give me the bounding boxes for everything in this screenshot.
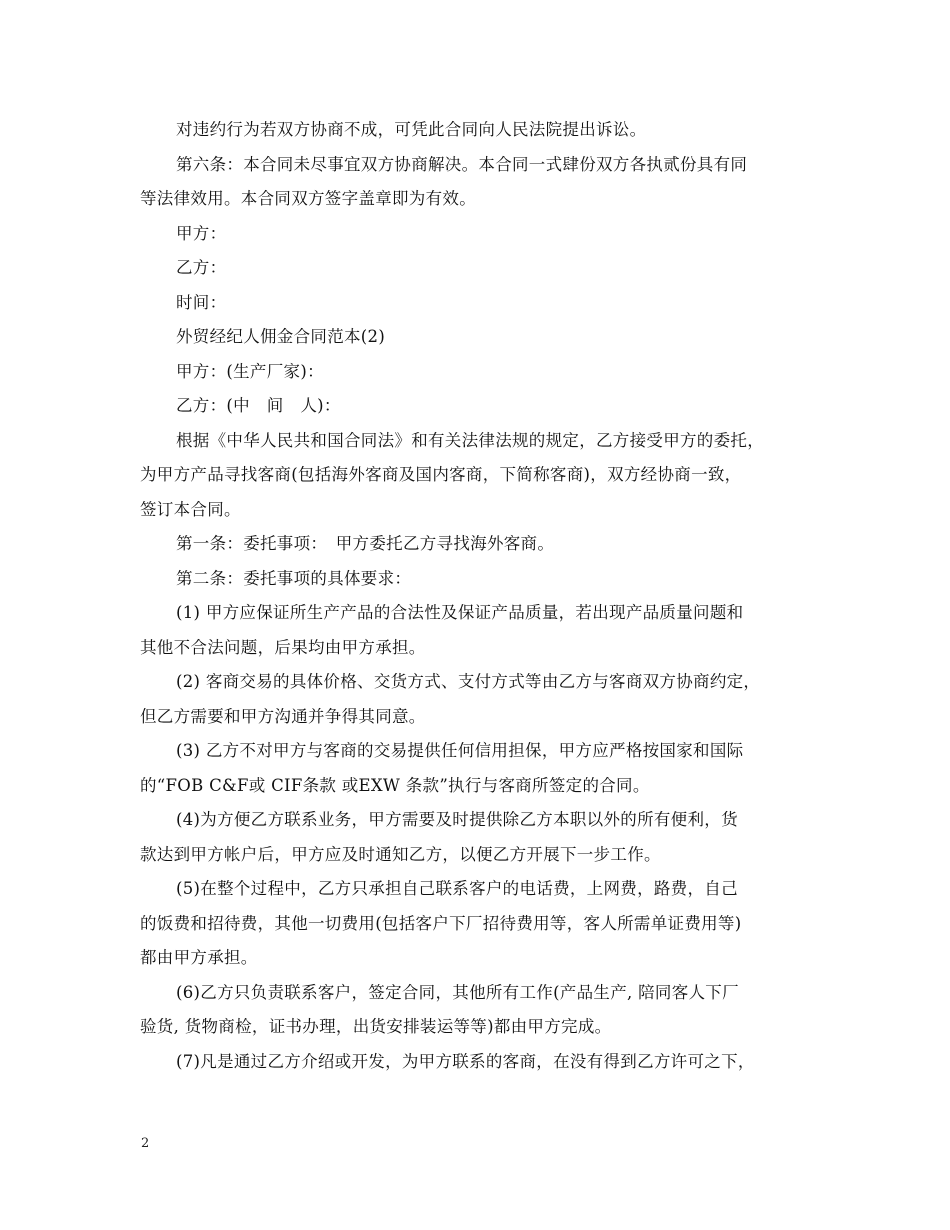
text-line: 但乙方需要和甲方沟通并争得其同意。 bbox=[140, 706, 426, 726]
text-line: 等法律效用。本合同双方签字盖章即为有效。 bbox=[140, 189, 476, 208]
text-line: 的“FOB C&F或 CIF条款 或EXW 条款”执行与客商所签定的合同。 bbox=[140, 775, 650, 795]
signature-party-a: 甲方： bbox=[176, 223, 227, 243]
clause-item: (7)凡是通过乙方介绍或开发，为甲方联系的客商，在没有得到乙方许可之下， bbox=[176, 1051, 755, 1071]
text-line: 签订本合同。 bbox=[140, 499, 241, 519]
text-line: 为甲方产品寻找客商(包括海外客商及国内客商，下简称客商)，双方经协商一致， bbox=[140, 465, 742, 484]
clause-item: (2) 客商交易的具体价格、交货方式、支付方式等由乙方与客商双方协商约定， bbox=[176, 672, 761, 691]
clause-heading: 第一条：委托事项： 甲方委托乙方寻找海外客商。 bbox=[176, 534, 555, 553]
clause-item: (1) 甲方应保证所生产产品的合法性及保证产品质量，若出现产品质量问题和 bbox=[176, 603, 744, 622]
text-line: 的饭费和招待费，其他一切费用(包括客户下厂招待费用等，客人所需单证费用等) bbox=[140, 913, 742, 933]
signature-date: 时间： bbox=[176, 292, 227, 312]
text-line: 其他不合法问题，后果均由甲方承担。 bbox=[140, 637, 426, 657]
clause-heading: 第二条：委托事项的具体要求： bbox=[176, 568, 412, 588]
text-line: 根据《中华人民共和国合同法》和有关法律法规的规定，乙方接受甲方的委托， bbox=[176, 430, 764, 450]
contract-title: 外贸经纪人佣金合同范本(2) bbox=[176, 327, 386, 346]
party-b-label: 乙方：(中 间 人)： bbox=[176, 396, 341, 415]
text-line: 第六条：本合同未尽事宜双方协商解决。本合同一式肆份双方各执贰份具有同 bbox=[176, 154, 748, 174]
text-line: 都由甲方承担。 bbox=[140, 948, 258, 967]
document-body bbox=[140, 113, 820, 1079]
clause-item: (4)为方便乙方联系业务，甲方需要及时提供除乙方本职以外的所有便利，货 bbox=[176, 810, 738, 829]
text-line: 验货, 货物商检，证书办理，出货安排装运等等)都由甲方完成。 bbox=[140, 1017, 612, 1036]
text-line: 款达到甲方帐户后，甲方应及时通知乙方，以便乙方开展下一步工作。 bbox=[140, 844, 661, 864]
text-line: 对违约行为若双方协商不成，可凭此合同向人民法院提出诉讼。 bbox=[176, 120, 647, 139]
page-number: 2 bbox=[141, 1136, 150, 1151]
clause-item: (3) 乙方不对甲方与客商的交易提供任何信用担保，甲方应严格按国家和国际 bbox=[176, 741, 744, 760]
clause-item: (5)在整个过程中，乙方只承担自己联系客户的电话费，上网费，路费，自己 bbox=[176, 879, 738, 898]
clause-item: (6)乙方只负责联系客户，签定合同，其他所有工作(产品生产, 陪同客人下厂 bbox=[176, 982, 739, 1002]
signature-party-b: 乙方： bbox=[176, 258, 227, 277]
party-a-label: 甲方：(生产厂家)： bbox=[176, 361, 324, 381]
